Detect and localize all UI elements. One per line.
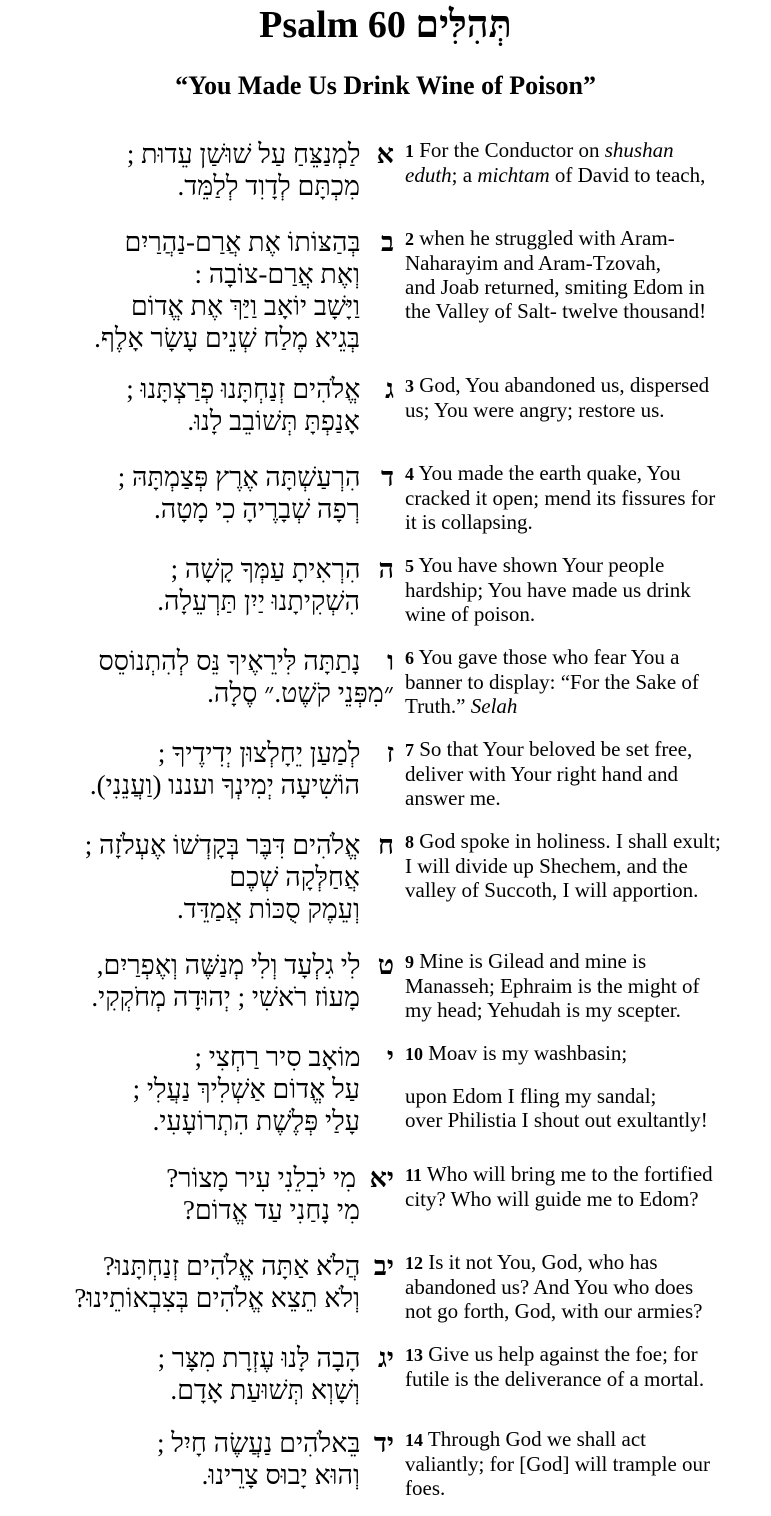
- english-segment: Through God we shall act: [427, 1427, 646, 1451]
- english-text: [405, 1041, 767, 1132]
- english-segment: shushan: [604, 138, 674, 162]
- hebrew-line: [8, 981, 394, 1013]
- english-line: [405, 163, 767, 187]
- hebrew-line: [8, 226, 394, 258]
- hebrew-line: [8, 645, 394, 677]
- english-line: [405, 373, 767, 398]
- hebrew-line: [8, 258, 394, 290]
- english-line: [405, 878, 767, 902]
- english-line: [405, 949, 767, 974]
- hebrew-verse-number: ז: [386, 738, 394, 768]
- english-segment: You made the earth quake, You: [418, 461, 681, 485]
- english-segment: my head; Yehudah is my scepter.: [405, 998, 681, 1022]
- english-line: [405, 786, 767, 810]
- hebrew-text: [8, 138, 394, 202]
- english-line: [405, 762, 767, 786]
- hebrew-line: [8, 737, 394, 769]
- english-line: [405, 461, 767, 486]
- hebrew-verse-number: יא: [369, 1163, 394, 1193]
- title-hebrew: תְּהִלִּים: [415, 4, 512, 46]
- english-text: [405, 1250, 767, 1323]
- hebrew-verse-number: א: [376, 139, 394, 169]
- english-verse-number: 2: [405, 229, 414, 249]
- hebrew-line: [8, 1342, 394, 1374]
- hebrew-line-text: אָנַפְתָּ תְּשׁוֹבֵב לָנוּ.: [187, 406, 360, 436]
- english-segment: So that Your beloved be set free,: [419, 737, 693, 761]
- english-line: [405, 1275, 767, 1299]
- hebrew-text: [8, 1250, 394, 1314]
- hebrew-line-text: הִרְאִיתָ עַמְּךָ קָשָׁה ;: [170, 554, 361, 584]
- hebrew-verse-number: ט: [377, 950, 394, 980]
- hebrew-line: [8, 677, 394, 709]
- english-line: [405, 602, 767, 626]
- english-text: [405, 373, 767, 422]
- english-verse-number: 8: [405, 832, 414, 852]
- english-text: [405, 1342, 767, 1391]
- english-segment: deliver with Your right hand and: [405, 762, 678, 786]
- english-line: [405, 829, 767, 854]
- hebrew-line: [8, 1041, 394, 1073]
- english-line: [405, 670, 767, 694]
- english-segment: valiantly; for [God] will trample our: [405, 1452, 711, 1476]
- hebrew-text: [8, 461, 394, 525]
- hebrew-verse-number: ד: [381, 462, 394, 492]
- english-line: [405, 251, 767, 275]
- english-line: [405, 737, 767, 762]
- english-segment: I will divide up Shechem, and the: [405, 854, 688, 878]
- hebrew-verse-number: ח: [378, 830, 394, 860]
- hebrew-line: [8, 138, 394, 170]
- hebrew-line-text: עַל אֱדוֹם אַשְׁלִיךְ נַעֲלִי ;: [132, 1074, 360, 1104]
- english-segment: answer me.: [405, 786, 501, 810]
- english-segment: futile is the deliverance of a mortal.: [405, 1367, 705, 1391]
- hebrew-line-text: לְמַעַן יֵחָלְצוּן יְדִידֶיךָ ;: [157, 738, 361, 768]
- hebrew-line-text: עָלַי פְּלֶשֶׁת הִתְרוֹעָעִי.: [152, 1106, 360, 1136]
- english-line: [405, 1187, 767, 1211]
- english-text: [405, 226, 767, 323]
- english-line: [405, 1427, 767, 1452]
- english-segment: abandoned us? And You who does: [405, 1275, 694, 1299]
- hebrew-line-text: אֱלֹהִים דִּבֶּר בְּקָדְשׁוֹ אֶעְלֹזָה ;: [84, 830, 361, 860]
- hebrew-line: [8, 1282, 394, 1314]
- hebrew-line-text: בֵּאלֹהִים נַעֲשֶׂה חָיִל ;: [156, 1428, 361, 1458]
- english-segment: us; You were angry; restore us.: [405, 398, 665, 422]
- english-line: [405, 694, 767, 718]
- title-english: Psalm 60: [259, 4, 406, 46]
- english-segment: God, You abandoned us, dispersed: [419, 373, 710, 397]
- english-segment: Mine is Gilead and mine is: [419, 949, 647, 973]
- english-line: [405, 1342, 767, 1367]
- hebrew-line-text: בְּהַצּוֹתוֹ אֶת אֲרַם-נַהֲרַיִם: [124, 227, 361, 257]
- english-segment: cracked it open; mend its fissures for: [405, 486, 716, 510]
- english-segment: Selah: [470, 694, 518, 718]
- hebrew-text: [8, 949, 394, 1013]
- hebrew-line: [8, 1250, 394, 1282]
- hebrew-line: [8, 1162, 394, 1194]
- hebrew-line: [8, 1427, 394, 1459]
- hebrew-text: [8, 1162, 394, 1226]
- hebrew-line-text: מִי נָחַנִי עַד אֱדוֹם?: [182, 1195, 360, 1225]
- hebrew-line-text: הִרְעַשְׁתָּה אֶרֶץ פְּצַמְתָּהּ ;: [117, 462, 361, 492]
- hebrew-text: [8, 1041, 394, 1137]
- english-line: [405, 275, 767, 299]
- english-line: [405, 486, 767, 510]
- hebrew-text: [8, 373, 394, 437]
- english-verse-number: 9: [405, 952, 414, 972]
- english-segment: Naharayim and Aram-Tzovah,: [405, 251, 661, 275]
- english-text: [405, 461, 767, 534]
- hebrew-text: [8, 737, 394, 801]
- hebrew-line-text: מִי יֹבִלֵנִי עִיר מָצוֹר?: [166, 1163, 357, 1193]
- english-segment: Manasseh; Ephraim is the might of: [405, 974, 700, 998]
- english-line: [405, 1476, 767, 1500]
- hebrew-line-text: וְשָׁוְא תְּשׁוּעַת אָדָם.: [170, 1375, 360, 1405]
- english-text: [405, 645, 767, 718]
- hebrew-verse-number: ו: [387, 646, 394, 676]
- english-verse-number: 13: [405, 1345, 423, 1365]
- hebrew-line-text: וַיָּשָׁב יוֹאָב וַיַּךְ אֶת אֱדוֹם: [130, 291, 360, 321]
- english-segment: Truth.”: [405, 694, 471, 718]
- english-line: [405, 1162, 767, 1187]
- english-text: [405, 737, 767, 810]
- hebrew-verse-number: ג: [385, 374, 394, 404]
- english-segment: and Joab returned, smiting Edom in: [405, 275, 705, 299]
- hebrew-line: [8, 829, 394, 861]
- hebrew-text: [8, 829, 394, 925]
- hebrew-line: [8, 585, 394, 617]
- english-text: [405, 949, 767, 1022]
- hebrew-line-text: וְהוּא יָבוּס צָרֵינוּ.: [201, 1460, 360, 1490]
- english-line: [405, 578, 767, 602]
- hebrew-line-text: וְאֶת אֲרַם-צוֹבָה :: [194, 259, 360, 289]
- hebrew-line: [8, 290, 394, 322]
- hebrew-line-text: לִי גִלְעָד וְלִי מְנַשֶּׁה וְאֶפְרַיִם,: [96, 950, 361, 980]
- english-segment: You gave those who fear You a: [418, 645, 680, 669]
- english-line: [405, 553, 767, 578]
- hebrew-line: [8, 1374, 394, 1406]
- hebrew-verse-number: ב: [380, 227, 394, 257]
- english-text: [405, 829, 767, 902]
- english-line: [405, 1367, 767, 1391]
- english-segment: Is it not You, God, who has: [428, 1250, 658, 1274]
- english-verse-number: 5: [405, 556, 414, 576]
- hebrew-line-text: הָבָה לָּנוּ עֶזְרָת מִצָּר ;: [157, 1343, 361, 1373]
- english-segment: hardship; You have made us drink: [405, 578, 691, 602]
- hebrew-line: [8, 769, 394, 801]
- english-verse-number: 1: [405, 141, 414, 161]
- hebrew-line: [8, 949, 394, 981]
- page-title: [0, 2, 771, 48]
- hebrew-line: [8, 170, 394, 202]
- english-line: [405, 1299, 767, 1323]
- english-line: [405, 854, 767, 878]
- english-line: [405, 299, 767, 323]
- hebrew-line-text: ״מִפְּנֵי קֹשֶׁט.״ סֶלָה.: [207, 678, 394, 708]
- english-segment: You have shown Your people: [418, 553, 665, 577]
- english-segment: over Philistia I shout out exultantly!: [405, 1108, 708, 1132]
- english-verse-number: 11: [405, 1165, 423, 1185]
- hebrew-line-text: הוֹשִׁיעָה יְמִינְךָ ועננו (וַעֲנֵנִי).: [89, 770, 360, 800]
- english-verse-number: 14: [405, 1430, 423, 1450]
- hebrew-line: [8, 493, 394, 525]
- english-verse-number: 6: [405, 648, 414, 668]
- english-line: [405, 1084, 767, 1108]
- hebrew-verse-number: יג: [378, 1343, 394, 1373]
- hebrew-line: [8, 553, 394, 585]
- hebrew-line-text: הִשְׁקִיתָנוּ יַיִן תַּרְעֵלָה.: [157, 586, 360, 616]
- english-text: [405, 138, 767, 187]
- page-subtitle: “You Made Us Drink Wine of Poison”: [175, 71, 596, 100]
- hebrew-line: [8, 1073, 394, 1105]
- hebrew-verse-number: ה: [378, 554, 394, 584]
- english-verse-number: 3: [405, 376, 414, 396]
- hebrew-line-text: מִכְתָּם לְדָוִד לְלַמֵּד.: [177, 171, 360, 201]
- english-segment: michtam: [477, 163, 550, 187]
- hebrew-verse-number: יב: [373, 1251, 394, 1281]
- english-segment: city? Who will guide me to Edom?: [405, 1187, 699, 1211]
- english-verse-number: 12: [405, 1253, 423, 1273]
- english-text: [405, 1427, 767, 1500]
- hebrew-text: [8, 226, 394, 354]
- hebrew-verse-number: י: [386, 1042, 394, 1072]
- english-text: [405, 553, 767, 626]
- english-segment: the Valley of Salt- twelve thousand!: [405, 299, 707, 323]
- hebrew-verse-number: יד: [373, 1428, 394, 1458]
- english-line: [405, 998, 767, 1022]
- english-line: [405, 226, 767, 251]
- english-segment: upon Edom I fling my sandal;: [405, 1084, 657, 1108]
- hebrew-text: [8, 553, 394, 617]
- english-verse-number: 4: [405, 464, 414, 484]
- hebrew-line: [8, 861, 394, 893]
- hebrew-line: [8, 1105, 394, 1137]
- hebrew-line-text: אֲחַלְּקָה שְׁכֶם: [229, 862, 360, 892]
- hebrew-line-text: בְּגֵיא מֶלַח שְׁנֵים עָשָׂר אָלֶף.: [94, 323, 360, 353]
- english-segment: Moav is my washbasin;: [428, 1041, 628, 1065]
- hebrew-line-text: רְפָה שְׁבָרֶיהָ כִי מָטָה.: [153, 494, 360, 524]
- hebrew-text: [8, 1342, 394, 1406]
- hebrew-text: [8, 645, 394, 709]
- english-segment: when he struggled with Aram-: [419, 226, 675, 250]
- hebrew-text: [8, 1427, 394, 1491]
- english-line: [405, 1452, 767, 1476]
- hebrew-line-text: נָתַתָּה לִּירֵאֶיךָ נֵּס לְהִתְנוֹסֵס: [98, 646, 361, 676]
- english-segment: of David to teach,: [549, 163, 706, 187]
- english-line: [405, 1108, 767, 1132]
- english-segment: eduth: [405, 163, 452, 187]
- english-verse-number: 10: [405, 1044, 423, 1064]
- english-line: [405, 138, 767, 163]
- english-segment: it is collapsing.: [405, 510, 533, 534]
- english-line: [405, 974, 767, 998]
- hebrew-line-text: מוֹאָב סִיר רַחְצִי ;: [194, 1042, 361, 1072]
- hebrew-line: [8, 461, 394, 493]
- english-segment: not go forth, God, with our armies?: [405, 1299, 703, 1323]
- english-segment: foes.: [405, 1476, 446, 1500]
- english-line: [405, 510, 767, 534]
- hebrew-line-text: וְלֹא תֵצֵא אֱלֹהִים בְּצִבְאוֹתֵינוּ?: [74, 1283, 360, 1313]
- hebrew-line-text: וְעֵמֶק סֻכּוֹת אֲמַדֵּד.: [176, 894, 360, 924]
- english-segment: Who will bring me to the fortified: [426, 1162, 713, 1186]
- hebrew-line-text: לַמְנַצֵּחַ עַל שׁוּשַׁן עֵדוּת ;: [126, 139, 361, 169]
- hebrew-line: [8, 322, 394, 354]
- hebrew-line: [8, 405, 394, 437]
- english-segment: For the Conductor on: [419, 138, 605, 162]
- english-line: [405, 645, 767, 670]
- english-segment: ; a: [451, 163, 478, 187]
- hebrew-line: [8, 1194, 394, 1226]
- english-verse-number: 7: [405, 740, 414, 760]
- english-segment: God spoke in holiness. I shall exult;: [419, 829, 721, 853]
- english-segment: Give us help against the foe; for: [428, 1342, 698, 1366]
- english-segment: valley of Succoth, I will apportion.: [405, 878, 699, 902]
- english-line: [405, 1041, 767, 1066]
- hebrew-line-text: הֲלֹא אַתָּה אֱלֹהִים זְנַחְתָּנוּ?: [102, 1251, 361, 1281]
- english-line: [405, 398, 767, 422]
- hebrew-line: [8, 373, 394, 405]
- english-text: [405, 1162, 767, 1211]
- hebrew-line-text: מָעוֹז רֹאשִׁי ; יְהוּדָה מְחֹקְקִי.: [91, 982, 360, 1012]
- english-segment: banner to display: “For the Sake of: [405, 670, 699, 694]
- hebrew-line: [8, 893, 394, 925]
- english-segment: wine of poison.: [405, 602, 536, 626]
- hebrew-line-text: אֱלֹהִים זְנַחְתָּנוּ פְרַצְתָּנוּ ;: [126, 374, 361, 404]
- english-line: [405, 1250, 767, 1275]
- hebrew-line: [8, 1459, 394, 1491]
